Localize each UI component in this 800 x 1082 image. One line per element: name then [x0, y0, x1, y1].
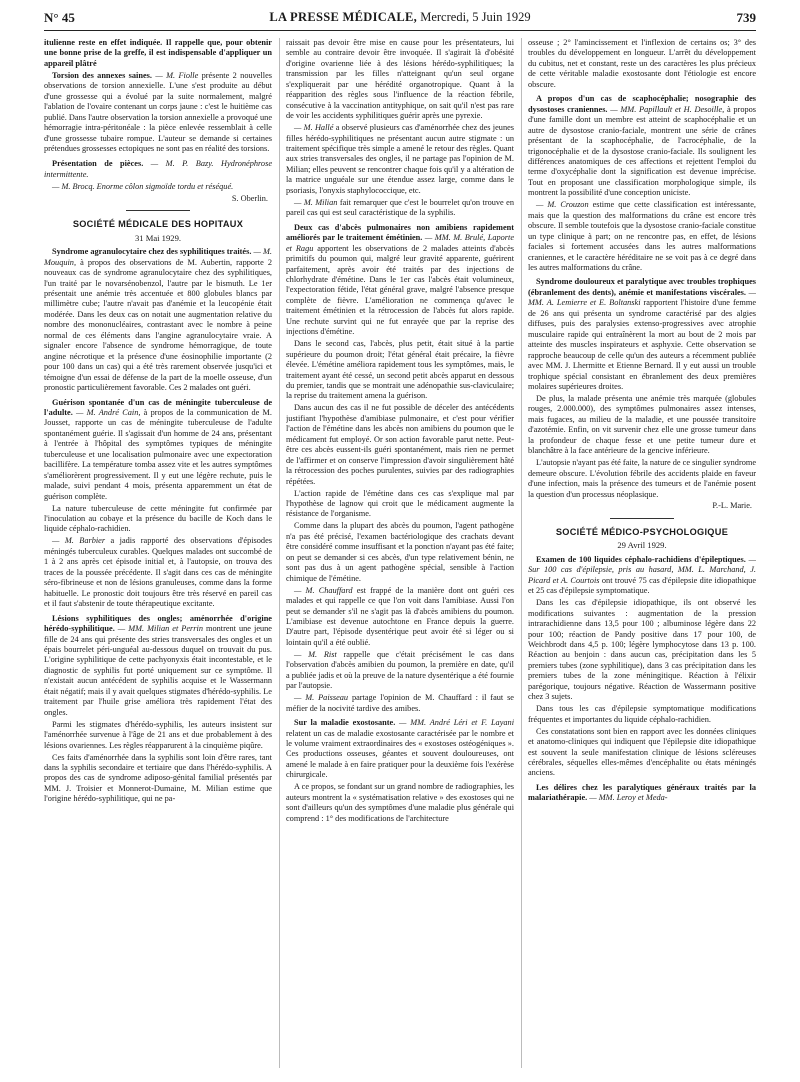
article-text: relatent un cas de maladie exostosante caractérisée par le nombre et le volume vraiment extraordinaires des « exostoses ostéogéniques ». Ces productions osseuses, géantes et souvent douloureuses, ont amené le malade à en faire pratiquer pour la deuxième fois l'exérèse chirurgicale. — [286, 728, 514, 780]
section-date: 31 Mai 1929. — [134, 232, 182, 243]
paragraph: L'autopsie n'ayant pas été faite, la nature de ce singulier syndrome demeure obscure. L'évolution fébrile des accidents plaide en faveur d'une infection, mais la présence des tumeurs et de l'anémie posent la question d'un processus néoplasique. — [528, 458, 756, 499]
article-text: à propos d'une famille dont un membre est atteint de scaphocéphalie et un autre de dysostose cranio-faciale, montrent une série de crânes présentant de la scaphocéphalie, de l'acrocéphalie, de la trigonocéphalie et de la dysostose cranio-faciale. Ils soulignent les différences anatomiques de ces affections et rejettent l'emploi du terme d'oxycéphalie dont la signification est devenue imprécise. Tout en proposant une classification morphologique simple, ils montrent la possibilité d'une conception uniciste. — [528, 104, 756, 198]
paragraph: Parmi les stigmates d'hérédo-syphilis, les auteurs insistent sur l'aménorrhée survenue à l'âge de 21 ans et due probablement à des lésions ovariennes. Les règles réapparurent à la cinquième piqûre. — [44, 719, 272, 750]
paragraph — [44, 398, 272, 503]
article-text: partage l'opinion de M. Chauffard : il faut se méfier de la nocivité tardive des amibes. — [286, 693, 514, 713]
paragraph: Dans le second cas, l'abcès, plus petit, était situé à la partie supérieure du poumon droit; l'état général était précaire, la fièvre élevée. L'émétine améliora rapidement tous les symptômes, mais, le traitement ayant été cessé, un second petit abcès apparut en dessous du premier, tandis que se montrait une adénopathie sus-claviculaire; la reprise du traitement amena la guérison. — [286, 339, 514, 401]
paragraph: Ces constatations sont bien en rapport avec les données cliniques et anatomo-cliniques qui indiquent que l'épilepsie dite idiopathique est souvent la seule manifestation clinique de lésions scléreuses cérébrales, séquelles elles-mêmes d'encéphalite ou états méningés anciens. — [528, 726, 756, 778]
article-title: Lésions syphilitiques des ongles; aménorrhée d'origine hérédo-syphilitique. — [44, 613, 272, 634]
page-header — [44, 8, 756, 30]
author: — M. Hallé — [294, 123, 334, 133]
paragraph — [528, 555, 756, 597]
article-text: à propos des observations de M. Aubertin, rapporte 2 nouveaux cas de syndrome agranulocytaire chez des syphilitiques, l'un traité par le novarsénobenzol, l'autre par le bismuth. Le 1er présentait une anémie très accentuée et 800 globules blancs par millimètre cube; l'autre n'avait pas d'anémie et la leucopénie était modérée. Dans les deux cas on notait une augmentation relative du nombre des mononucléaires, contrastant avec le nombre à peine normal de ces éléments dans l'angine agranulocytaire vraie. A signaler encore l'absence de syndrome hémorragique, de toute angine nécrotique et la présence d'une éosinophilie importante (2 pour 100 dans un cas) qui a été très rarement observée jusqu'ici et témoigne d'un essai de défense de la part de la moelle osseuse, d'un pronostic particulièrement favorable. Ces 2 malades ont guéri. — [44, 257, 272, 393]
author: — MM. Papillault et H. Desoille, — [610, 104, 725, 114]
article-title: Les délires chez les paralytiques généraux traités par la malariathérapie. — [528, 782, 756, 803]
author: — M. P. Bazy. Hydronéphrose intermittente. — [44, 159, 272, 179]
column-2 — [286, 38, 514, 1078]
page-number: 739 — [736, 10, 756, 25]
section-title: SOCIÉTÉ MÉDICALE DES HOPITAUX — [72, 219, 244, 230]
article-title: A propos d'un cas de scaphocéphalie; nosographie des dysostoses craniennes. — [528, 94, 756, 114]
paragraph: Dans les cas d'épilepsie idiopathique, ils ont observé les modifications suivantes : augmentation de la pression intrarachidienne dans 13,5 pour 100 ; albuminose légère dans 22 pour 100; réaction de Pandy positive dans 17 pour 100, de Weichbrodt dans 4,5 p. 100; légère lymphocytose dans 13 p. 100. Réaction au benjoin : dans aucun cas, précipitation dans les 5 premiers tubes (zone syphilitique), dans 3 cas précipitation dans les premiers tubes de la zone méningitique. Réaction à l'élixir parégorique, toujours négative. Réaction de Wassermann positive chez 3 sujets. — [528, 598, 756, 702]
paragraph — [528, 783, 756, 804]
author: — MM. M. Brulé, Laporte et Ragu — [286, 233, 514, 253]
journal-name: LA PRESSE MÉDICALE, — [269, 10, 418, 24]
paragraph: De plus, la malade présenta une anémie très marquée (globules rouges, 2.000.000), des symptômes pulmonaires assez intenses, mais fugaces, au milieu de la maladie, et une poussée transitoire d'azotémie. Enfin, on vit survenir chez elle une grosse tumeur dans la profondeur de chaque fesse et une petite tumeur dure et blanchâtre à la face antérieure de la gencive inférieure. — [528, 393, 756, 456]
article-text: apportent les observations de 2 malades atteints d'abcès primitifs du poumon qui, malgré leur gravité apparente, guérirent parfaitement, après avoir été traités par des injections de chlorhydrate d'émétine. Dans le 1er cas l'abcès était volumineux, l'expectoration fétide, l'état général grave, malgré l'absence presque complète de fièvre. L'amélioration ne commença qu'avec le traitement émétinien et la rétrocession de l'abcès fut alors rapide. Une rechute survint qui ne fut enrayée que par la reprise des injections d'émétine. — [286, 243, 514, 337]
author: — MM. A. Lemierre et E. Boltanski — [528, 287, 756, 308]
paragraph: — M. Brocq. Enorme côlon sigmoïde tordu et réséqué. — [52, 181, 234, 191]
paragraph — [528, 200, 756, 273]
paragraph — [44, 159, 272, 180]
paragraph — [286, 198, 514, 219]
section-title: SOCIÉTÉ MÉDICO-PSYCHOLOGIQUE — [555, 526, 729, 537]
running-title — [44, 10, 756, 25]
paragraph — [44, 71, 272, 155]
article-text: rappelle que c'était précisément le cas dans l'observation d'abcès amibien du poumon, la première en date, qu'il a publiée jadis et où la preuve de la nature dysentérique a été fournie par l'autopsie. — [286, 649, 514, 691]
article-title: Sur la maladie exostosante. — [294, 718, 396, 728]
section-date: 29 Avril 1929. — [617, 540, 667, 551]
paragraph: Dans aucun des cas il ne fut possible de déceler des antécédents justifiant l'hypothèse d'amibiase pulmonaire, et c'est pour vérifier l'action de l'émétine dans les abcès non amibiens du poumon que le médicament fut employé. Or son action favorable parut nette. Peut-être ces abcès eussent-ils guéri spontanément, mais rien ne permet de l'affirmer et on conserve l'impression d'avoir singulièrement hâté la rétrocession des poches purulentes, suivies par des radiographies répétées. — [286, 403, 514, 486]
header-rule — [44, 30, 756, 31]
signature: P.-L. Marie. — [712, 501, 752, 511]
author: — M. Paisseau — [294, 693, 349, 703]
author: — MM. Milian et Perrin — [117, 624, 203, 634]
author: — M. Milian — [294, 197, 338, 207]
author: — MM. André Léri et F. Layani — [399, 718, 514, 728]
paragraph: L'action rapide de l'émétine dans ces cas s'explique mal par l'hypothèse de lagnow qui croit que le médicament augmente la résistance de l'organisme. — [286, 488, 514, 519]
article-text: a observé plusieurs cas d'aménorrhée chez des jeunes filles hérédo-syphilitiques ne présentant aucun autre stigmate : un traitement spécifique très simple a amené le retour des règles. Quant aux stries transversales des ongles, il ne partage pas l'opinion de M. Milian; elles peuvent se rencontrer chaque fois qu'il y a altération de la matrice unguéale sur une étendue assez large, comme dans le psoriasis, l'onyxis staphylococcique, etc. — [286, 123, 514, 195]
paragraph — [286, 693, 514, 714]
paragraph — [286, 123, 514, 196]
paragraph — [286, 223, 514, 338]
article-title: Syndrome agranulocytaire chez des syphilitiques traités. — [52, 247, 252, 257]
paragraph: raissait pas devoir être mise en cause pour les présentateurs, lui semble au contraire devoir être invoquée. Il s'agirait là d'obésité d'origine ovarienne liée à des lésions hérédo-syphilitiques; la transmission par les filles n'atteignant qu'un seul organe s'expliquerait par une hérédité organotropique. Quant à la réapparition des règles sous l'influence de la réaction fébrile, consécutive à la vaccination antityphique, on sait qu'il n'est pas rare de voir les accidents syphilitiques guérir après une pyrexie. — [286, 38, 514, 121]
paragraph — [286, 650, 514, 692]
column-divider — [279, 38, 280, 1068]
separator — [126, 210, 190, 211]
article-text: a jadis rapporté des observations d'épisodes méningés tuberculeux curables. Quelques malades ont succombé de 1 à 2 ans après cet épisode initial et, à l'autopsie, on trouva des traces de la poussée précédente. Il s'agit dans ces cas de méningite séro-fibrineuse et non de lésions granuleuses, comme dans la forme habituelle. Le pronostic doit toujours être très réservé en pareil cas et il faut s'abstenir de toute thérapeutique excitante. — [44, 536, 272, 609]
paragraph — [528, 94, 756, 199]
author: — M. André Cain, — [76, 408, 141, 417]
paragraph — [528, 277, 756, 392]
author: — MM. Leroy et Meda- — [589, 793, 668, 803]
column-divider — [521, 38, 522, 1068]
author: — M. Mouquin, — [44, 247, 272, 267]
author: — M. Crouzon — [536, 200, 589, 210]
paragraph: Dans tous les cas d'épilepsie symptomatique modifications fréquentes et importantes du liquide céphalo-rachidien. — [528, 704, 756, 724]
author: — M. Rist — [294, 649, 337, 659]
article-text: présente 2 nouvelles observations de torsion annexielle. L'une s'est produite au début d'une grossesse qui a évolué par la suite normalement, malgré l'ablation de l'ovaire contenant un corps jaune : c'est le huitième cas publié. Dans l'autre observation la torsion annexielle a provoqué une hémorragie intra-péritonéale : la pièce enlevée ressemblait à celle d'une grossesse tubaire rompue. L'auteur se demande si certaines prétendues grossesses ectopiques ne sont pas en réalité des torsions. — [44, 70, 272, 154]
article-title: Présentation de pièces. — [52, 159, 144, 169]
article-text: estime que cette classification est intéressante, mais que la question des malformations du crâne est encore très obscure. Il semble toutefois que la dysostose cranio-faciale constitue un type clinique à part; on ne rencontre pas, en effet, de lésions faciales si fortement accusées dans les autres malformations craniennes, et le caractère héréditaire ne se voit pas à ce degré dans les autres malformations du crâne. — [528, 200, 756, 273]
paragraph — [286, 718, 514, 781]
article-text: fait remarquer que c'est le bourrelet qu'on trouve en pareil cas qui est seul caractéristique de la syphilis. — [286, 197, 514, 218]
article-text: est frappé de la manière dont ont guéri ces malades et qui rappelle ce que l'on voit dans l'amibiase. Aussi l'on peut se demander s'il ne s'agit pas là d'abcès amibiens du poumon. L'amibiase est devenue autochtone en France depuis la guerre. D'autre part, l'épisode dysentérique peut avoir été si léger ou si lointain qu'il a été oublié. — [286, 585, 514, 647]
article-title: Syndrome douloureux et paralytique avec troubles trophiques (ébranlement des dents), anémie et manifestations viscérales. — [528, 277, 756, 297]
article-text: ont trouvé 75 cas d'épilepsie dite idiopathique et 25 cas d'épilepsie symptomatique. — [528, 575, 756, 596]
article-title: Examen de 100 liquides céphalo-rachidiens d'épileptiques. — [536, 554, 746, 564]
article-text: montrent une jeune fille de 24 ans qui présente des stries transversales des ongles et un épais bourrelet péri-unguéal au-dessous duquel on trouvait du pus. L'origine syphilitique de cette pachyonyxis était incontestable, et le diagnostic de syphilis fut porté uniquement sur ce symptôme. Il n'existait aucun antécédent de syphilis acquise et le Wassermann était négatif; mais il y avait quelques stigmates d'hérédo-syphilis. Le traitement par l'huile grise améliora très rapidement l'état des ongles. — [44, 624, 272, 717]
author: — M. Barbier — [52, 536, 106, 546]
paragraph — [44, 536, 272, 609]
article-title: Torsion des annexes saines. — [52, 70, 152, 80]
paragraph — [286, 586, 514, 649]
issue-date: Mercredi, 5 Juin 1929 — [420, 10, 531, 24]
paragraph: La nature tuberculeuse de cette méningite fut confirmée par l'inoculation au cobaye et la présence du bacille de Koch dans le liquide céphalo-rachidien. — [44, 503, 272, 534]
issue-number: N° 45 — [44, 10, 75, 25]
paragraph — [44, 247, 272, 393]
author: — M. Fiolle — [155, 70, 199, 80]
article-text: à propos de la communication de M. Jousset, rapporte un cas de méningite tuberculeuse de l'adulte spontanément guérie. Il s'agissait d'un homme de 24 ans, présentant à l'entrée à l'hôpital des symptômes typiques de méningite tuberculeuse et une localisation pulmonaire avec une expectoration bacillifère. La température tomba assez vite et les autres symptômes s'améliorèrent progressivement. Il y eut une légère rechute, puis le malade, suivi pendant 4 mois, présenta apparemment un état de guérison complète. — [44, 408, 272, 501]
paragraph: osseuse ; 2° l'amincissement et l'inflexion de certains os; 3° des troubles du développement en longueur. L'arrêt du développement du cubitus, net et constant, reste un des caractères les plus précieux de cette véritable maladie exostosante dont l'étiologie est encore obscure. — [528, 38, 756, 89]
paragraph: Comme dans la plupart des abcès du poumon, l'agent pathogène n'a pas été précisé, l'examen bactériologique des crachats devant être considéré comme insuffisant et la ponction n'ayant pas été faite; on peut se demander si ces abcès, d'un type relativement bénin, ne sont pas dus à un agent pathogène spécial, sensible à l'action chimique de l'émétine. — [286, 521, 514, 583]
paragraph: itulienne reste en effet indiquée. Il rappelle que, pour obtenir une bonne prise de la greffe, il est indispensable d'appliquer un appareil plâtré — [44, 38, 272, 68]
author: — Sur 100 cas d'épilepsie, pris au hasard, MM. L. Marchand, J. Picard et A. Courtois — [528, 554, 756, 585]
signature: S. Oberlin. — [231, 193, 268, 203]
column-1 — [44, 38, 272, 1078]
article-text: rapportent l'histoire d'une femme de 26 ans qui présenta un syndrome caractérisé par des algies diffuses, puis des paralysies extenso-progressives avec atrophie musculaire rapide qui entraînèrent la mort au bout de 2 mois par atteinte des muscles inspirateurs et asphyxie. Cette observation se rapproche beaucoup de celle qu'un des auteurs a récemment publiée avec MM. J. Lhermitte et Etienne Bernard. Il y eut aussi un trouble trophique spécial consistant en ébranlement des deux premières molaires supérieures droites. — [528, 298, 756, 391]
paragraph: A ce propos, se fondant sur un grand nombre de radiographies, les auteurs montrent la « systématisation relative » des exostoses qui ne sont d'ailleurs qu'un des symptômes d'une maladie plus générale qui comprend : 1° des modifications de l'architecture — [286, 782, 514, 823]
separator — [610, 518, 674, 519]
paragraph — [44, 614, 272, 719]
column-3 — [528, 38, 756, 1078]
article-title: Guérison spontanée d'un cas de méningite tuberculeuse de l'adulte. — [44, 397, 272, 417]
article-title: Deux cas d'abcès pulmonaires non amibiens rapidement améliorés par le traitement émétinien. — [286, 222, 514, 243]
paragraph: Ces faits d'aménorrhée dans la syphilis sont loin d'être rares, tant dans la syphilis secondaire et tertiaire que dans l'hérédo-syphilis. A propos des cas de syndrome adiposo-génital familial présentés par MM. J. Troisier et Monnerot-Dumaine, M. Milian estime que l'origine hérédo-syphilitique, qui ne pa- — [44, 752, 272, 804]
author: — M. Chauffard — [294, 585, 353, 595]
